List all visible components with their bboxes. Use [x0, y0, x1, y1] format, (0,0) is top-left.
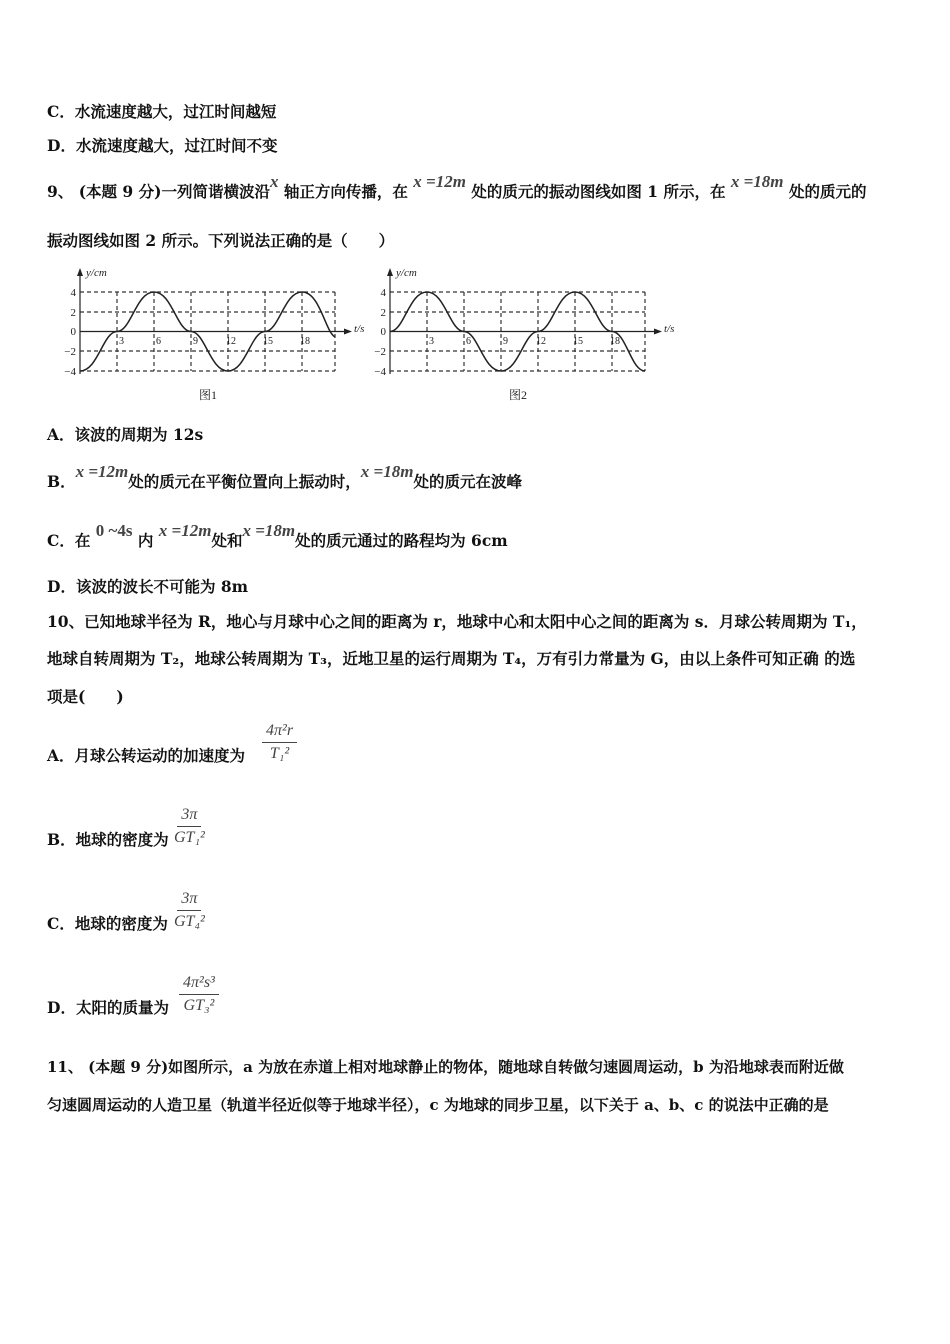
q11-stem-line1: 11、 (本题 9 分)如图所示，a 为放在赤道上相对地球静止的物体，随地球自转做匀速圆周运动，b 为沿地球表而附近做	[47, 1058, 844, 1076]
fig2-t-tick: 9	[503, 336, 508, 347]
q9-option-c	[47, 521, 508, 552]
fig2-y-tick: −4	[374, 366, 386, 378]
q10-option-c-denominator: GT₄²	[174, 913, 205, 930]
q10-option-a-fraction	[262, 722, 297, 763]
q9-number: 9、	[47, 182, 74, 201]
q9-option-c-x12: x =12m	[158, 521, 212, 540]
q8-option-c: C．水流速度越大，过江时间越短	[47, 102, 277, 121]
fig1-t-tick: 9	[193, 336, 198, 347]
fig2-t-tick: 6	[466, 336, 471, 347]
q10-option-d-numerator: 4π²s³	[179, 974, 219, 995]
q9-text-1: 一列简谐横波沿	[161, 182, 270, 201]
vibration-graph-figure-1	[60, 262, 365, 412]
q10-option-c-fraction	[174, 890, 205, 931]
q9-x-variable: x	[269, 172, 279, 191]
q9-x12-expression: x =12m	[413, 172, 466, 191]
fig2-t-tick: 15	[573, 336, 583, 347]
q9-score: (本题 9 分)	[78, 182, 162, 201]
q10-option-c-numerator: 3π	[177, 890, 201, 911]
q9-option-c-text-3: 处的质元通过的路程均为 6cm	[295, 531, 508, 550]
q9-option-c-text-2: 处和	[211, 531, 243, 550]
q10-option-a-numerator: 4π²r	[262, 722, 297, 743]
q9-text-4: 处的质元的	[788, 182, 867, 201]
q10-option-b-denominator: GT₁²	[174, 829, 205, 846]
fig1-t-tick: 6	[156, 336, 161, 347]
fig1-y-tick: −2	[64, 346, 76, 358]
fig2-y-tick: 4	[380, 287, 386, 299]
fig1-y-tick: 4	[70, 287, 76, 299]
q9-stem-line2: 振动图线如图 2 所示。下列说法正确的是（ ）	[47, 231, 395, 250]
q10-option-b-numerator: 3π	[177, 806, 201, 827]
q10-option-d: D．太阳的质量为	[47, 998, 169, 1017]
fig2-caption: 图2	[508, 388, 528, 402]
vibration-graph-figure-2	[370, 262, 680, 412]
q9-option-c-text-1: 内	[137, 531, 154, 550]
q8-option-d: D．水流速度越大，过江时间不变	[47, 136, 278, 155]
fig1-y-tick: 0	[70, 326, 76, 338]
fig2-t-tick: 3	[429, 336, 434, 347]
q10-option-d-denominator: GT₃²	[183, 997, 215, 1014]
q10-stem-line1: 10、已知地球半径为 R，地心与月球中心之间的距离为 r，地球中心和太阳中心之间的距离为 s．月球公转周期为 T₁，	[47, 612, 867, 631]
q9-text-2: 轴正方向传播，在	[283, 182, 408, 201]
q9-option-c-time-range: 0 ~4s	[95, 521, 133, 540]
q10-option-a-denominator: T₁²	[269, 745, 290, 762]
fig1-t-tick: 18	[300, 336, 310, 347]
fig1-y-axis-label: y/cm	[86, 267, 107, 279]
q9-option-b-text-1: 处的质元在平衡位置向上振动时，	[128, 472, 361, 491]
fig2-y-tick: 2	[380, 307, 386, 319]
q10-option-c: C．地球的密度为	[47, 914, 168, 933]
fig1-caption: 图1	[198, 388, 218, 402]
q9-option-b-x12: x =12m	[75, 462, 129, 481]
fig2-y-tick: 0	[380, 326, 386, 338]
q9-option-d: D．该波的波长不可能为 8m	[47, 577, 249, 596]
q11-stem-line2: 匀速圆周运动的人造卫星（轨道半径近似等于地球半径），c 为地球的同步卫星，以下关于 a、b、c 的说法中正确的是	[47, 1096, 829, 1114]
q9-option-a: A．该波的周期为 12s	[47, 425, 204, 444]
fig1-y-tick: −4	[64, 366, 76, 378]
fig1-t-tick: 3	[119, 336, 124, 347]
q9-option-c-x18: x =18m	[242, 521, 296, 540]
q9-x18-expression: x =18m	[730, 172, 784, 191]
q10-stem-line2: 地球自转周期为 T₂，地球公转周期为 T₃，近地卫星的运行周期为 T₄，万有引力常量为 G，由以上条件可知正确 的选	[47, 649, 856, 668]
q9-option-b-x18: x =18m	[360, 462, 414, 481]
q9-option-c-label: C．在	[47, 531, 91, 550]
q10-option-b: B．地球的密度为	[47, 830, 169, 849]
fig2-y-axis-label: y/cm	[396, 267, 417, 279]
fig2-y-tick: −2	[374, 346, 386, 358]
q9-text-3: 处的质元的振动图线如图 1 所示，在	[471, 182, 726, 201]
q10-stem-line3: 项是( )	[47, 687, 124, 706]
fig1-t-axis-label: t/s	[354, 323, 365, 335]
q10-option-d-fraction	[179, 974, 219, 1015]
q10-option-b-fraction	[174, 806, 205, 847]
q9-option-b	[47, 462, 522, 493]
fig2-t-tick: 18	[610, 336, 620, 347]
q9-option-b-text-2: 处的质元在波峰	[413, 472, 522, 491]
fig1-t-tick: 12	[226, 336, 236, 347]
q10-option-a: A．月球公转运动的加速度为	[47, 746, 246, 765]
fig2-t-axis-label: t/s	[664, 323, 675, 335]
q9-option-b-label: B．	[47, 472, 76, 491]
fig1-y-tick: 2	[70, 307, 76, 319]
q9-stem-line1	[47, 172, 867, 203]
fig2-t-tick: 12	[536, 336, 546, 347]
fig1-t-tick: 15	[263, 336, 273, 347]
